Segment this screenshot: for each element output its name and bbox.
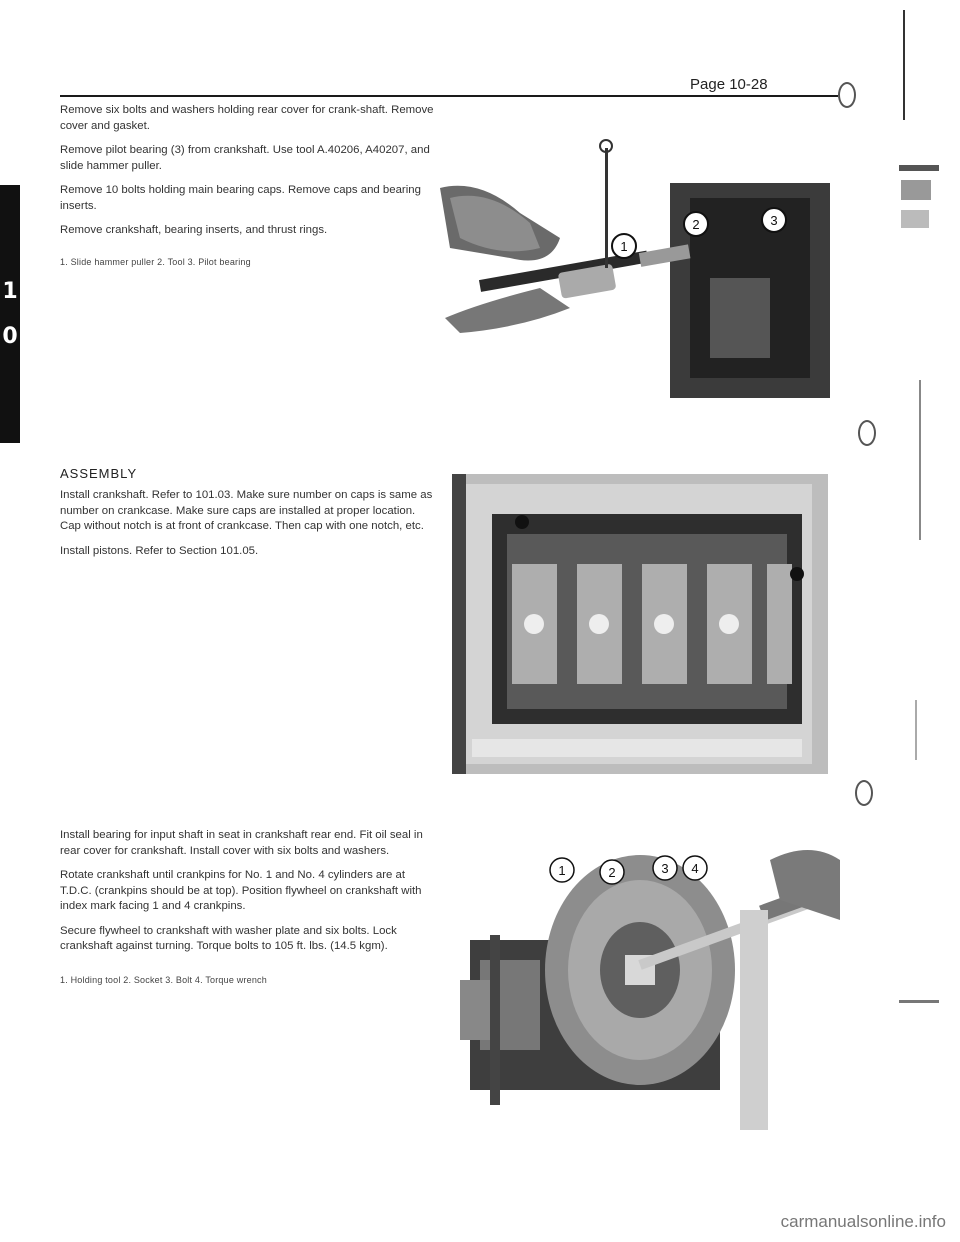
paragraph: Install bearing for input shaft in seat in crankshaft rear end. Fit oil seal in rear cover for crankshaft. Install cover with six bolts and washers.	[60, 829, 423, 857]
callout-label: 4	[691, 861, 699, 876]
binder-hole-bottom	[855, 780, 873, 806]
section-tab-digit: 0	[2, 324, 18, 349]
photo-crankcase-main-bearings	[452, 474, 828, 774]
binder-hole-middle	[858, 420, 876, 446]
photo-flywheel-torque	[440, 800, 840, 1130]
assembly-heading: ASSEMBLY	[60, 466, 138, 481]
callout-label: 2	[608, 865, 616, 880]
flywheel-installation-text	[60, 828, 435, 988]
paragraph: Remove 10 bolts holding main bearing caps. Remove caps and bearing inserts.	[60, 184, 421, 212]
section-tab-digit: 1	[2, 279, 18, 304]
assembly-text	[60, 488, 435, 568]
paragraph: Secure flywheel to crankshaft with washer plate and six bolts. Lock crankshaft against turning. Torque bolts to 105 ft. lbs. (14.5 kgm).	[60, 924, 397, 952]
callout-label: 3	[770, 213, 778, 228]
paragraph: Install crankshaft. Refer to 101.03. Make sure number on caps is same as number on crankcase. Make sure caps are installed at proper location. Cap without notch is at front of crankcase. Then cap with one notch, etc.	[60, 489, 433, 532]
paragraph: Rotate crankshaft until crankpins for No. 1 and No. 4 cylinders are at T.D.C. (crankpins should be at top). Position flywheel on crankshaft with index mark facing 1 and 4 crankpins.	[60, 869, 422, 912]
paragraph: Remove pilot bearing (3) from crankshaft. Use tool A.40206, A40207, and slide hammer puller.	[60, 144, 430, 172]
photo-pilot-bearing-removal	[440, 128, 830, 398]
callout-label: 2	[692, 217, 700, 232]
figure-caption: 1. Slide hammer puller 2. Tool 3. Pilot bearing	[60, 256, 251, 267]
binder-hole-top	[838, 82, 856, 108]
callout-label: 3	[661, 861, 669, 876]
callout-label: 1	[620, 239, 628, 254]
paragraph: Install pistons. Refer to Section 101.05.	[60, 544, 259, 557]
paragraph: Remove crankshaft, bearing inserts, and thrust rings.	[60, 224, 328, 236]
paragraph: Remove six bolts and washers holding rear cover for crank-shaft. Remove cover and gasket.	[60, 104, 434, 132]
section-tab	[0, 185, 20, 443]
figure-caption: 1. Holding tool 2. Socket 3. Bolt 4. Torque wrench	[60, 974, 267, 985]
callout-label: 1	[558, 863, 566, 878]
page-number: Page 10-28	[690, 76, 768, 93]
disassembly-text	[60, 103, 435, 270]
watermark: carmanualsonline.info	[780, 1212, 946, 1231]
header-rule	[60, 95, 838, 97]
scan-margin-artifacts	[895, 0, 960, 1242]
